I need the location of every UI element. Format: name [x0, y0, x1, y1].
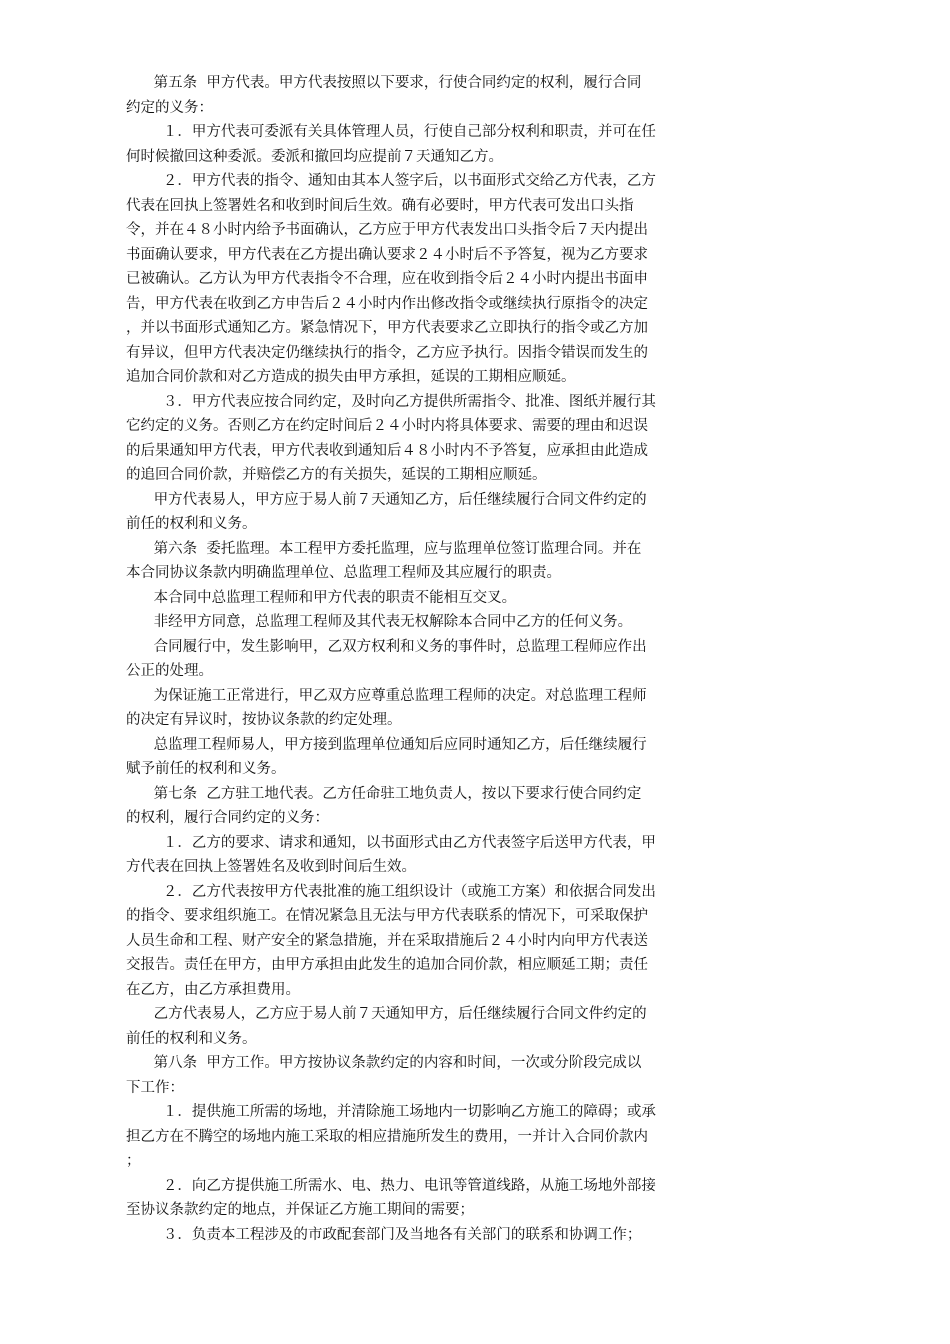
text-line: ２．向乙方提供施工所需水、电、热力、电讯等管道线路，从施工场地外部接: [126, 1177, 656, 1194]
text-line: ２．乙方代表按甲方代表批准的施工组织设计（或施工方案）和依据合同发出: [126, 883, 656, 900]
text-line: [126, 1247, 704, 1272]
text-line: 的决定有异议时，按协议条款的约定处理。: [126, 712, 402, 728]
text-line: 何时候撤回这种委派。委派和撤回均应提前７天通知乙方。: [126, 148, 503, 165]
text-line: 前任的权利和义务。: [126, 1030, 257, 1047]
text-line: 在乙方，由乙方承担费用。: [126, 981, 300, 998]
text-line: 为保证施工正常进行，甲乙双方应尊重总监理工程师的决定。对总监理工程师: [126, 687, 647, 704]
text-line: 第七条 乙方驻工地代表。乙方任命驻工地负责人，按以下要求行使合同约定: [126, 785, 642, 802]
text-line: 的指令、要求组织施工。在情况紧急且无法与甲方代表联系的情况下，可采取保护: [126, 908, 648, 924]
text-line: 合同履行中，发生影响甲，乙双方权利和义务的事件时，总监理工程师应作出: [126, 638, 647, 655]
text-line: 总监理工程师易人，甲方接到监理单位通知后应同时通知乙方，后任继续履行: [126, 736, 647, 753]
text-line: 的后果通知甲方代表，甲方代表收到通知后４８小时内不予答复，应承担由此造成: [126, 442, 648, 459]
text-line: 交报告。责任在甲方，由甲方承担由此发生的追加合同价款，相应顺延工期；责任: [126, 957, 648, 973]
text-line: 它约定的义务。否则乙方在约定时间后２４小时内将具体要求、需要的理由和迟误: [126, 418, 648, 434]
text-line: 乙方代表易人，乙方应于易人前７天通知甲方，后任继续履行合同文件约定的: [126, 1006, 647, 1022]
text-line: 约定的义务：: [126, 99, 213, 116]
text-line: 前任的权利和义务。: [126, 516, 257, 532]
text-line: 人员生命和工程、财产安全的紧急措施，并在采取措施后２４小时内向甲方代表送: [126, 932, 648, 949]
text-line: 有异议，但甲方代表决定仍继续执行的指令，乙方应予执行。因指令错误而发生的: [126, 344, 648, 361]
text-line: 至协议条款约定的地点，并保证乙方施工期间的需要；: [126, 1202, 474, 1218]
contract-page: [126, 71, 704, 1272]
text-line: 追加合同价款和对乙方造成的损失由甲方承担，延误的工期相应顺延。: [126, 369, 576, 385]
text-line: １．提供施工所需的场地，并清除施工场地内一切影响乙方施工的障碍；或承: [126, 1104, 656, 1120]
text-line: 非经甲方同意，总监理工程师及其代表无权解除本合同中乙方的任何义务。: [126, 614, 633, 630]
text-line: 担乙方在不腾空的场地内施工采取的相应措施所发生的费用，一并计入合同价款内: [126, 1128, 648, 1145]
text-line: 告，甲方代表在收到乙方申告后２４小时内作出修改指令或继续执行原指令的决定: [126, 295, 648, 312]
text-line: 代表在回执上签署姓名和收到时间后生效。确有必要时，甲方代表可发出口头指: [126, 197, 634, 214]
text-line: 下工作：: [126, 1079, 184, 1096]
text-line: 甲方代表易人，甲方应于易人前７天通知乙方，后任继续履行合同文件约定的: [126, 491, 647, 508]
text-line: 书面确认要求，甲方代表在乙方提出确认要求２４小时后不予答复，视为乙方要求: [126, 246, 648, 263]
text-line: ；: [126, 1153, 141, 1169]
text-line: 令，并在４８小时内给予书面确认，乙方应于甲方代表发出口头指令后７天内提出: [126, 222, 648, 238]
text-line: 已被确认。乙方认为甲方代表指令不合理，应在收到指令后２４小时内提出书面申: [126, 271, 648, 287]
text-line: 第五条 甲方代表。甲方代表按照以下要求，行使合同约定的权利，履行合同: [126, 75, 642, 91]
text-line: 本合同协议条款内明确监理单位、总监理工程师及其应履行的职责。: [126, 565, 561, 581]
text-line: １．甲方代表可委派有关具体管理人员，行使自己部分权利和职责，并可在任: [126, 124, 656, 140]
text-line: 方代表在回执上签署姓名及收到时间后生效。: [126, 859, 416, 875]
text-line: １．乙方的要求、请求和通知，以书面形式由乙方代表签字后送甲方代表，甲: [126, 834, 656, 851]
text-line: 赋予前任的权利和义务。: [126, 761, 286, 777]
text-line: ２．甲方代表的指令、通知由其本人签字后，以书面形式交给乙方代表，乙方: [126, 173, 656, 189]
text-line: ３．甲方代表应按合同约定，及时向乙方提供所需指令、批准、图纸并履行其: [126, 393, 656, 410]
text-line: ，并以书面形式通知乙方。紧急情况下，甲方代表要求乙立即执行的指令或乙方加: [126, 320, 648, 336]
text-line: 第六条 委托监理。本工程甲方委托监理，应与监理单位签订监理合同。并在: [126, 540, 642, 557]
text-line: ３．负责本工程涉及的市政配套部门及当地各有关部门的联系和协调工作；: [126, 1226, 642, 1243]
text-line: 公正的处理。: [126, 663, 213, 679]
text-line: 第八条 甲方工作。甲方按协议条款约定的内容和时间，一次或分阶段完成以: [126, 1055, 642, 1071]
text-line: 本合同中总监理工程师和甲方代表的职责不能相互交叉。: [126, 589, 517, 606]
text-line: 的权利，履行合同约定的义务：: [126, 810, 329, 826]
text-line: 的追回合同价款，并赔偿乙方的有关损失，延误的工期相应顺延。: [126, 467, 547, 483]
